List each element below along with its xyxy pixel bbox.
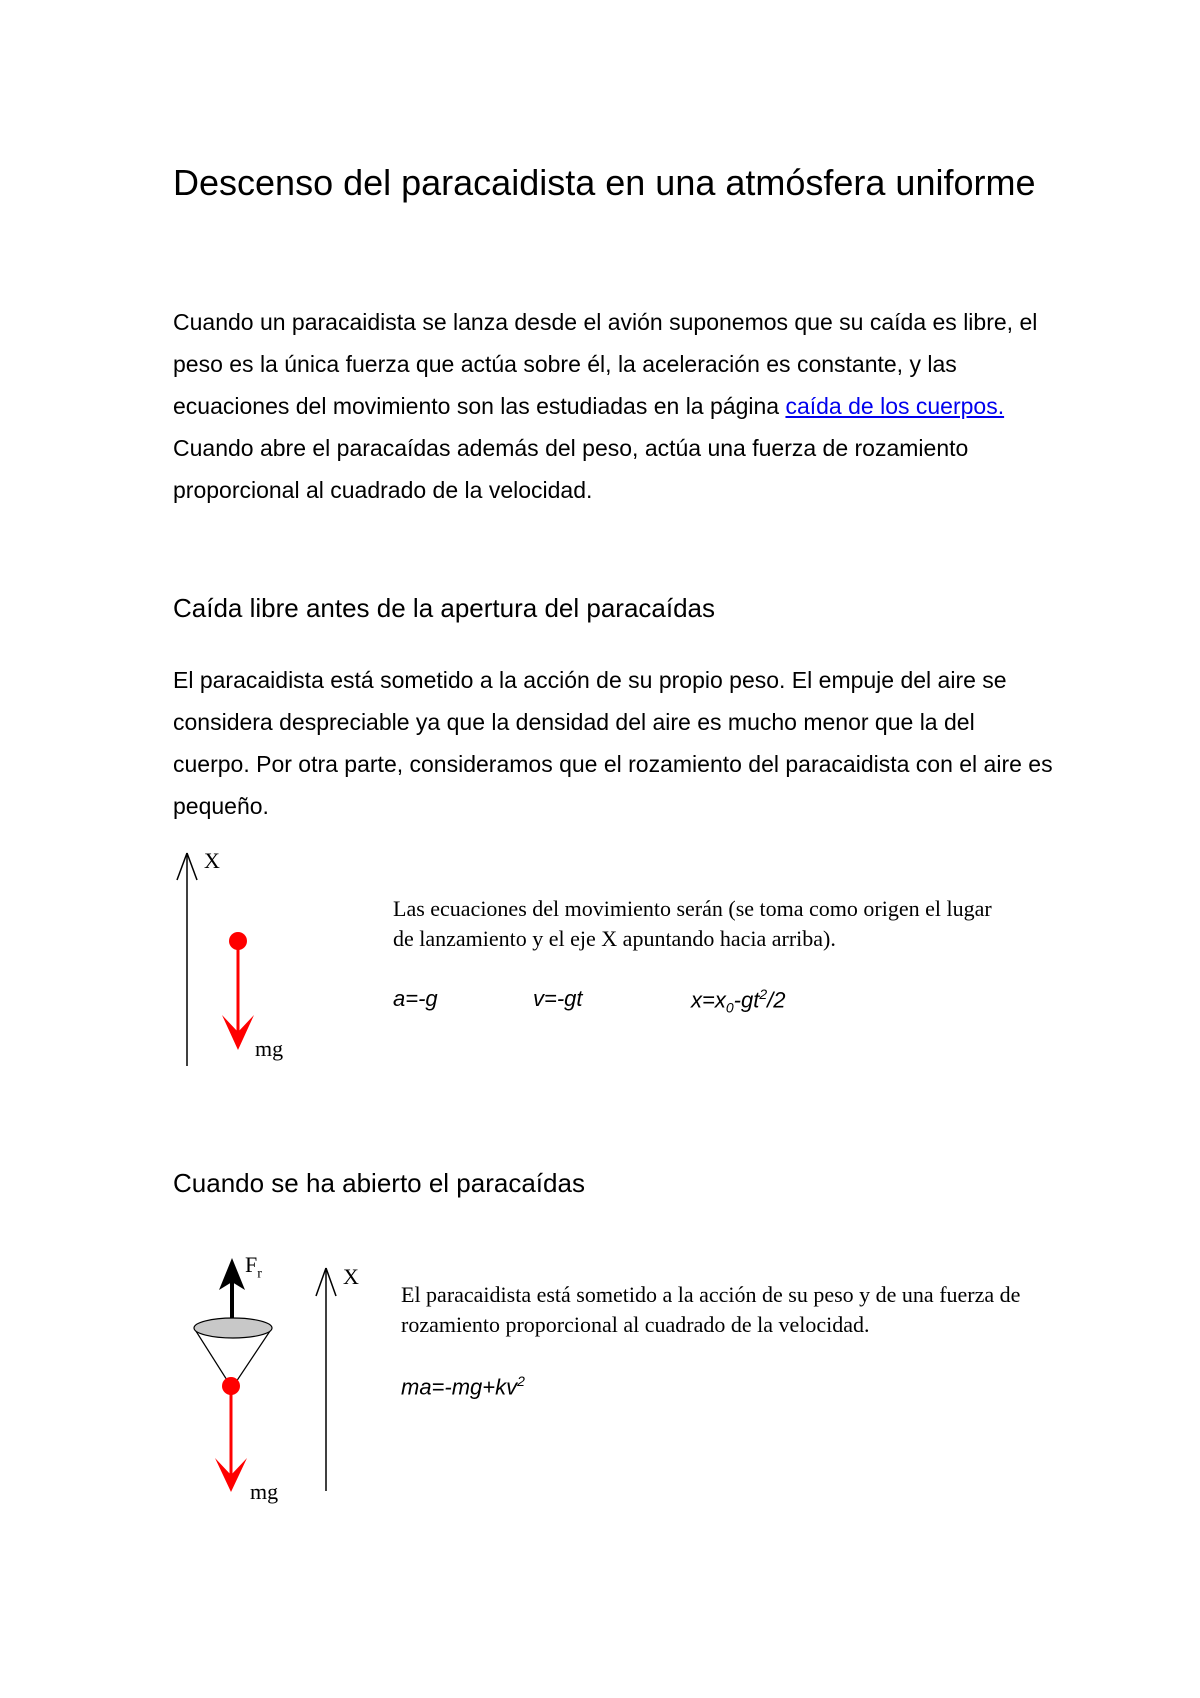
intro-second-paragraph: Cuando abre el paracaídas además del peso, actúa una fuerza de rozamiento proporcional al cuadrado de la velocidad. <box>173 435 969 503</box>
equation-open-parachute: $ma=-mg+kv^2$ <box>401 1373 525 1400</box>
open-parachute-note: El paracaidista está sometido a la acción de su peso y de una fuerza de rozamiento proporcional al cuadrado de la velocidad. <box>401 1282 1021 1337</box>
mg-label-2: mg <box>250 1479 279 1504</box>
drag-force-arrow <box>219 1258 245 1322</box>
weight-force-arrow-2 <box>215 1377 247 1492</box>
intro-text: Cuando un paracaidista se lanza desde el avión suponemos que su caída es libre, el peso es la única fuerza que actúa sobre él, la aceleración es constante, y las ecuaciones del movimiento son las estudiadas en la página <box>173 309 1038 419</box>
mg-label: mg <box>255 1036 284 1061</box>
x-axis-arrow-2 <box>316 1268 336 1491</box>
page-title: Descenso del paracaidista en una atmósfera uniforme <box>173 162 1036 203</box>
equations-note: Las ecuaciones del movimiento serán (se toma como origen el lugar de lanzamiento y el eje X apuntando hacia arriba). <box>393 896 992 951</box>
equation-acceleration: a=-g <box>393 986 438 1011</box>
equation-velocity: v=-gt <box>533 986 583 1011</box>
section-heading-open-parachute: Cuando se ha abierto el paracaídas <box>173 1168 585 1198</box>
free-fall-paragraph: El paracaidista está sometido a la acción de su propio peso. El empuje del aire se considera despreciable ya que la densidad del aire es mucho menor que la del cuerpo. Por otra parte, consideramos que el rozamiento del paracaidista con el aire es pequeño. <box>173 667 1053 819</box>
x-axis-label-2: X <box>343 1264 359 1289</box>
section-heading-free-fall: Caída libre antes de la apertura del paracaídas <box>173 593 716 623</box>
caida-cuerpos-link[interactable]: caída de los cuerpos. <box>785 393 1005 419</box>
x-axis-label: X <box>204 848 220 873</box>
drag-force-label: $F_r$ <box>245 1252 262 1282</box>
equation-position: $x=x_0-gt^2/2$ <box>691 986 786 1016</box>
